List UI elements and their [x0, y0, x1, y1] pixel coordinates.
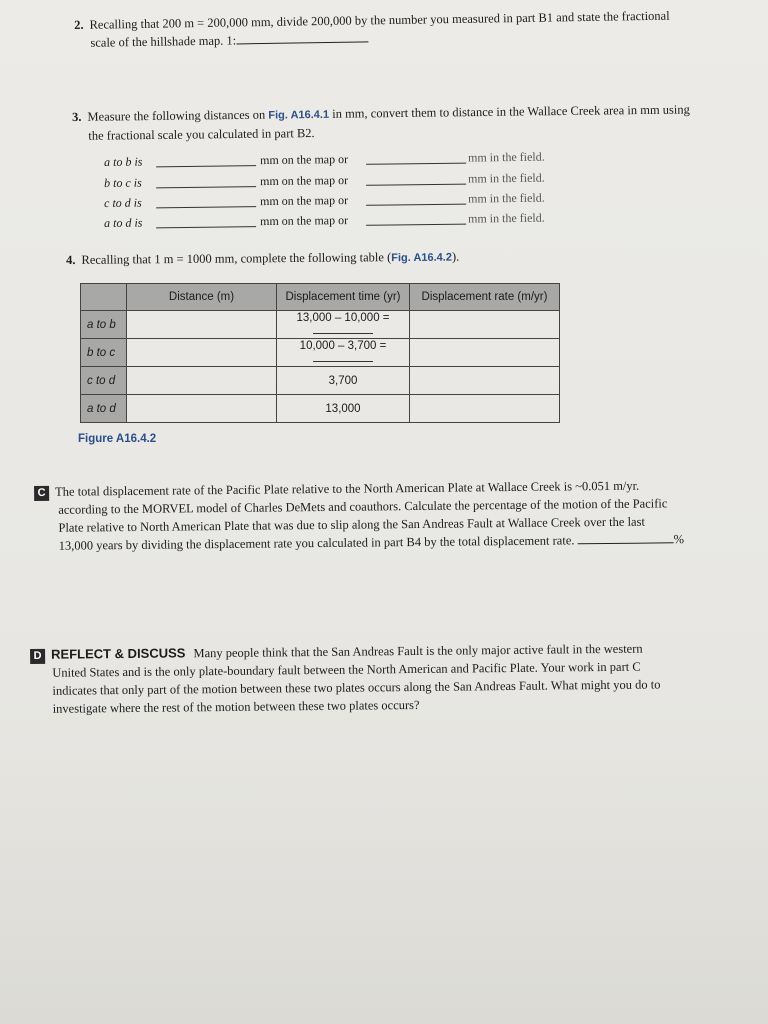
- time-value: 13,000: [325, 402, 361, 415]
- part-c: [34, 476, 747, 555]
- row-mid-text: mm on the map or: [259, 173, 349, 189]
- row-end-text: mm in the field.: [467, 190, 545, 206]
- distance-cell[interactable]: [127, 367, 277, 395]
- row-label: b to c is: [104, 175, 142, 190]
- row-end-text: mm in the field.: [467, 210, 545, 226]
- row-label: b to c: [81, 339, 127, 367]
- rate-cell[interactable]: [410, 367, 560, 395]
- time-answer-blank[interactable]: [313, 352, 373, 362]
- question-number: 3.: [72, 109, 82, 124]
- percent-unit: %: [673, 532, 685, 547]
- part-d: [30, 638, 749, 718]
- distance-cell[interactable]: [127, 339, 277, 367]
- row-mid-text: mm on the map or: [259, 193, 349, 209]
- row-label: a to b: [81, 311, 127, 339]
- table-header-row: [81, 284, 560, 311]
- question-2-text-line2: scale of the hillshade map. 1:: [90, 33, 237, 50]
- question-2-text: Recalling that 200 m = 200,000 mm, divide 200,000 by the number you measured in part B1 and state the fractional: [89, 8, 670, 32]
- time-value: 10,000 – 3,700 =: [299, 340, 387, 352]
- table-row: [81, 395, 560, 423]
- answer-area[interactable]: [0, 740, 768, 1024]
- part-c-line: Plate relative to North American Plate that was due to slip along the San Andreas Fault at Wallace Creek over the last: [58, 514, 645, 535]
- field-mm-blank[interactable]: [366, 204, 466, 206]
- field-mm-blank[interactable]: [366, 224, 466, 226]
- header-distance: Distance (m): [127, 284, 277, 311]
- question-4-text-end: ).: [451, 249, 460, 264]
- header-displacement-time: Displacement time (yr): [277, 284, 410, 311]
- rate-cell[interactable]: [410, 395, 560, 423]
- row-end-text: mm in the field.: [467, 149, 545, 165]
- row-label: c to d: [81, 367, 127, 395]
- table-row: [81, 339, 560, 367]
- measurement-row: [104, 170, 564, 190]
- row-mid-text: mm on the map or: [259, 213, 349, 229]
- time-cell: [277, 311, 410, 339]
- question-3-text: Measure the following distances on: [87, 107, 266, 124]
- row-end-text: mm in the field.: [467, 170, 545, 186]
- field-mm-blank[interactable]: [366, 163, 466, 165]
- part-d-line: Many people think that the San Andreas Fault is the only major active fault in the western: [193, 641, 643, 661]
- question-3-text-line2: the fractional scale you calculated in part B2.: [88, 126, 315, 143]
- rate-cell[interactable]: [410, 311, 560, 339]
- row-label: a to b is: [104, 154, 143, 169]
- map-mm-blank[interactable]: [156, 186, 256, 188]
- time-value: 13,000 – 10,000 =: [296, 312, 390, 324]
- table-row: [81, 367, 560, 395]
- time-value: 3,700: [328, 374, 358, 387]
- measurement-rows: [0, 0, 768, 240]
- header-blank: [81, 284, 127, 311]
- question-3-text-cont: in mm, convert them to distance in the Wallace Creek area in mm using: [332, 102, 690, 121]
- header-displacement-rate: Displacement rate (m/yr): [410, 284, 560, 311]
- rate-cell[interactable]: [410, 339, 560, 367]
- map-mm-blank[interactable]: [156, 206, 256, 208]
- time-cell: [277, 367, 410, 395]
- row-label: c to d is: [104, 195, 142, 210]
- row-mid-text: mm on the map or: [259, 152, 349, 168]
- distance-cell[interactable]: [127, 311, 277, 339]
- time-cell: [277, 339, 410, 367]
- part-d-line: investigate where the rest of the motion between these two plates occurs?: [52, 697, 420, 716]
- row-label: a to d is: [104, 215, 143, 230]
- question-number: 4.: [66, 252, 76, 267]
- displacement-table: [80, 283, 560, 423]
- time-answer-blank[interactable]: [313, 324, 373, 334]
- question-4: [66, 246, 666, 270]
- measurement-row: [104, 210, 564, 230]
- part-c-line: 13,000 years by dividing the displacement rate you calculated in part B4 by the total displacement rate.: [58, 533, 575, 553]
- figure-caption: Figure A16.4.2: [78, 433, 157, 445]
- figure-reference: Fig. A16.4.1: [268, 108, 330, 122]
- table-row: [81, 311, 560, 339]
- map-mm-blank[interactable]: [156, 226, 256, 228]
- measurement-row: [104, 149, 564, 169]
- part-d-tag: D: [30, 649, 45, 664]
- reflect-discuss-heading: REFLECT & DISCUSS: [51, 645, 186, 662]
- question-4-text: Recalling that 1 m = 1000 mm, complete the following table (: [81, 250, 392, 267]
- part-c-line: The total displacement rate of the Pacific Plate relative to the North American Plate at Wallace Creek is ~0.051 m/yr.: [55, 478, 640, 499]
- part-c-line: according to the MORVEL model of Charles DeMets and coauthors. Calculate the percentage of the motion of the Pacific: [58, 496, 668, 517]
- part-d-line: United States and is the only plate-boundary fault between the North American and Pacific Plate. Your work in part C: [52, 659, 641, 680]
- figure-reference: Fig. A16.4.2: [391, 251, 452, 265]
- part-d-line: indicates that only part of the motion between these two plates occurs along the San Andreas Fault. What might you do to: [52, 677, 661, 698]
- distance-cell[interactable]: [127, 395, 277, 423]
- percentage-answer-blank[interactable]: [578, 532, 674, 544]
- measurement-row: [104, 190, 564, 210]
- time-cell: [277, 395, 410, 423]
- question-number: 2.: [74, 17, 84, 32]
- part-c-tag: C: [34, 486, 49, 501]
- field-mm-blank[interactable]: [366, 184, 466, 186]
- row-label: a to d: [81, 395, 127, 423]
- map-mm-blank[interactable]: [156, 165, 256, 167]
